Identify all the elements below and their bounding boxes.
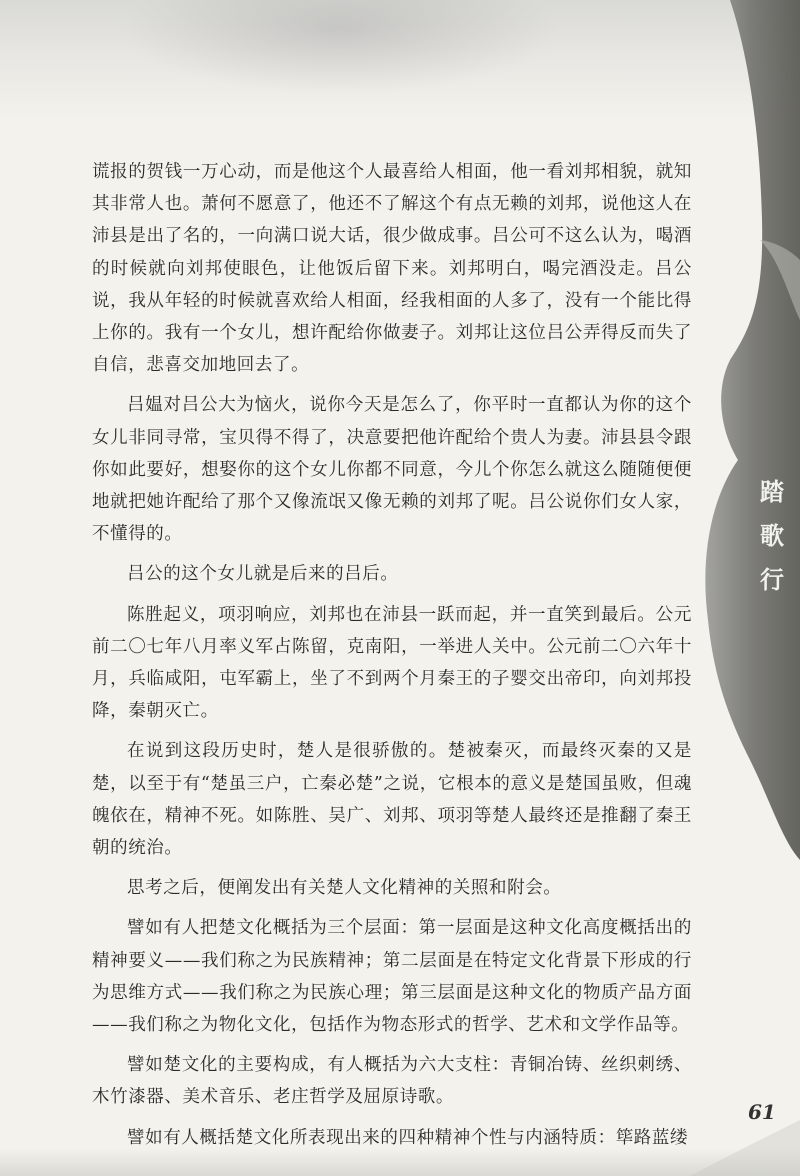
paragraph: 思考之后，便阐发出有关楚人文化精神的关照和附会。 [127, 878, 562, 899]
side-title-char: 踏 [760, 477, 784, 506]
paragraph: 在说到这段历史时，楚人是很骄傲的。楚被秦灭，而最终灭秦的又是楚，以至于有“楚虽三户，亡秦必楚”之说，它根本的意义是楚国虽败，但魂魄依在，精神不死。如陈胜、吴广、刘邦、项羽等楚人最终还是推翻了秦王朝的统治。 [92, 741, 692, 859]
body-text [92, 156, 692, 1154]
bottom-shade [0, 1148, 800, 1176]
side-section-title [752, 470, 792, 602]
paragraph: 譬如楚文化的主要构成，有人概括为六大支柱：青铜冶铸、丝织刺绣、木竹漆器、美术音乐、老庄哲学及屈原诗歌。 [92, 1055, 692, 1108]
paragraph: 譬如有人概括楚文化所表现出来的四种精神个性与内涵特质：筚路蓝缕 [127, 1127, 689, 1148]
paragraph: 吕媪对吕公大为恼火，说你今天是怎么了，你平时一直都认为你的这个女儿非同寻常，宝贝得不得了，决意要把他许配给个贵人为妻。沛县县令跟你如此要好，想娶你的这个女儿你都不同意，今儿个你怎么就这么随随便便地就把她许配给了那个又像流氓又像无赖的刘邦了呢。吕公说你们女人家，不懂得的。 [92, 395, 692, 545]
top-ink-wash [0, 0, 800, 120]
page-number: 61 [748, 1100, 776, 1124]
paragraph: 譬如有人把楚文化概括为三个层面：第一层面是这种文化高度概括出的精神要义——我们称之为民族精神；第二层面是在特定文化背景下形成的行为思维方式——我们称之为民族心理；第三层面是这种文化的物质产品方面——我们称之为物化文化，包括作为物态形式的哲学、艺术和文学作品等。 [92, 918, 692, 1036]
paragraph: 陈胜起义，项羽响应，刘邦也在沛县一跃而起，并一直笑到最后。公元前二〇七年八月率义军占陈留，克南阳，一举进人关中。公元前二〇六年十月，兵临咸阳，屯军霸上，坐了不到两个月秦王的子婴交出帝印，向刘邦投降，秦朝灭亡。 [92, 604, 692, 722]
side-title-char: 行 [760, 565, 784, 594]
paragraph: 吕公的这个女儿就是后来的吕后。 [127, 564, 399, 585]
paragraph: 谎报的贺钱一万心动，而是他这个人最喜给人相面，他一看刘邦相貌，就知其非常人也。萧何不愿意了，他还不了解这个有点无赖的刘邦，说他这人在沛县是出了名的，一向满口说大话，很少做成事。吕公可不这么认为，喝酒的时候就向刘邦使眼色，让他饭后留下来。刘邦明白，喝完酒没走。吕公说，我从年轻的时候就喜欢给人相面，经我相面的人多了，没有一个能比得上你的。我有一个女儿，想许配给你做妻子。刘邦让这位吕公弄得反而失了自信，悲喜交加地回去了。 [92, 162, 692, 376]
side-title-char: 歌 [760, 521, 784, 550]
